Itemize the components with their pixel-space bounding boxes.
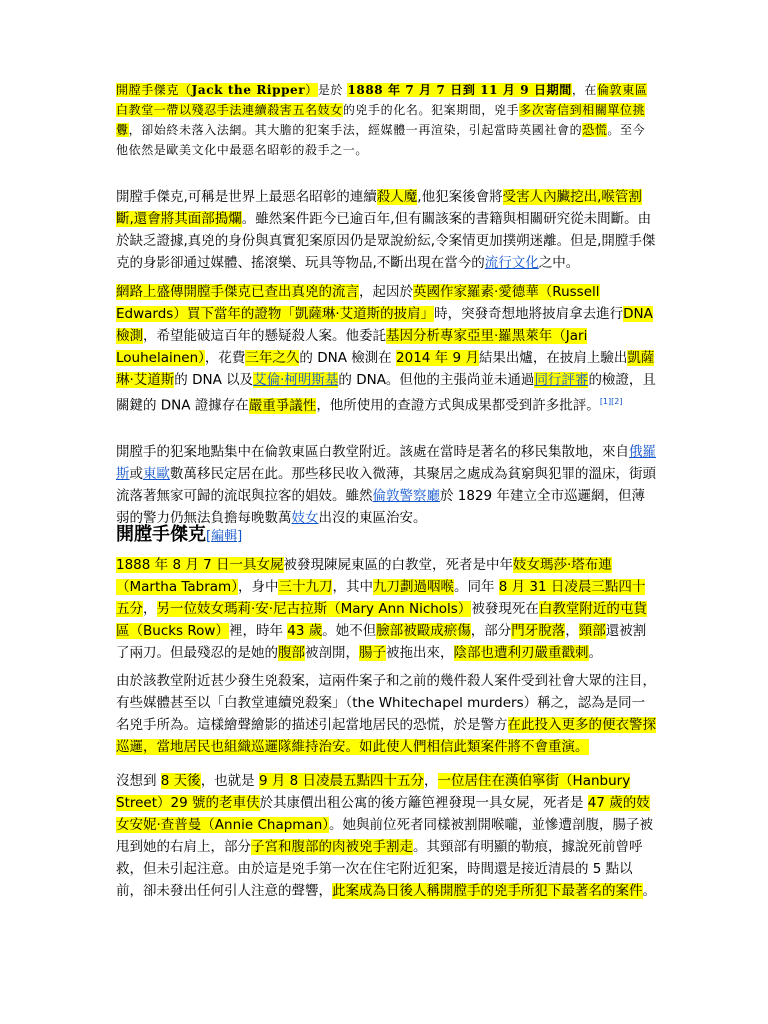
highlighted-text: 子宮和腹部的肉被兇手割走 (251, 839, 413, 855)
text-run: 由於該教堂附近甚少發生兇殺案，這兩件案子和之前的幾件殺人案件受到社會大眾的注目，有些媒體甚至以「白教堂連續兇殺案」（the Whitechapel murders）稱之，認為是同一名兇手所為。這樣繪聲繪影的描述引起當地居民的恐慌，於是警方 (116, 673, 656, 733)
highlighted-text: 臉部被毆成瘀傷 (376, 623, 471, 639)
highlighted-text: 開膛手傑克（ (116, 83, 192, 97)
text-run: 的 DNA。但他的主張尚並未通過 (338, 372, 535, 388)
text-run: ，卻始終未落入法網。其大膽的犯案手法，經媒體一再渲染，引起當時英國社會的 (128, 123, 583, 137)
text-run: 於 1829 年建立全市巡邏網，但薄弱的警力仍無法負擔每晚數萬 (116, 488, 645, 526)
highlighted-text: 9 月 8 日凌晨五點四十五分 (258, 773, 425, 789)
text-run: ，花費 (204, 350, 246, 366)
highlighted-text: 九刀劃過咽喉 (372, 579, 454, 595)
text-run: 的兇手的化名。犯案期間，兇手 (342, 103, 520, 117)
text-run: 被發現陳屍東區的白教堂，死者是中年 (283, 557, 513, 573)
chapman-murder-paragraph (116, 770, 656, 902)
highlighted-text: 倫敦東區白教堂一帶以殘忍手法連續殺害五名妓女 (116, 83, 648, 117)
text-run: ， (143, 601, 157, 617)
first-murders-paragraph (116, 554, 656, 664)
text-run: 還被割了兩刀。但最殘忍的是她的 (116, 623, 647, 661)
highlighted-text: 受害人內臟挖出,喉管割斷,還會將其面部搗爛 (116, 189, 642, 227)
overview-paragraph (116, 186, 656, 274)
highlighted-text: 三十九刀 (278, 579, 333, 595)
highlighted-text: 英國作家羅素·愛德華（Russell Edwards）買下當年的證物「凱薩琳·艾道斯的披肩」 (116, 284, 600, 322)
text-run: 。同年 (453, 579, 499, 595)
text-run: 於其康價出租公寓的後方籬笆裡發現一具女屍，死者是 (259, 795, 588, 811)
highlighted-text: 一位居住在漢伯寧街（Hanbury Street）29 號的老車伕 (116, 773, 631, 811)
section-heading (116, 522, 242, 550)
text-run: 沒想到 (116, 773, 161, 789)
text-run: 時，突發奇想地將披肩拿去進行 (434, 306, 624, 322)
public-reaction-paragraph (116, 670, 656, 758)
text-run: ，起因於 (359, 284, 413, 300)
highlighted-text: 2014 年 9 月 (396, 350, 479, 366)
highlighted-text: 多次寄信到相關單位挑釁 (116, 103, 646, 137)
text-run: 。她與前位死者同樣被割開喉嚨，並慘遭剖腹，腸子被甩到她的右肩上，部分 (116, 817, 654, 855)
text-run: ,他犯案後會將 (417, 189, 503, 205)
section-title: 開膛手傑克 (116, 524, 206, 545)
text-run: ，希望能破這百年的懸疑殺人案。他委託 (143, 328, 386, 344)
text-run: 的檢證，且關鍵的 DNA 證據存在 (116, 372, 656, 414)
text-run: 或 (129, 466, 143, 482)
highlighted-text: 凱薩琳·艾道斯 (116, 350, 655, 388)
highlighted-text: 腹部 (278, 645, 305, 661)
intro-paragraph (116, 80, 656, 160)
highlighted-text: 此案成為日後人稱開膛手的兇手所犯下最著名的案件 (332, 883, 643, 899)
highlighted-text: 1888 年 7 月 7 日到 11 月 9 日期間 (347, 83, 572, 97)
text-run: 是於 (317, 83, 348, 97)
highlighted-text: 8 月 31 日凌晨三點四十五分 (116, 579, 646, 617)
text-run: 裡，時年 (228, 623, 288, 639)
text-run: ， (565, 623, 579, 639)
text-run: 結果出爐，在披肩上驗出 (478, 350, 628, 366)
highlighted-text: DNA 檢測 (116, 306, 653, 344)
text-run: 之中。 (538, 255, 580, 271)
highlighted-text: 網路上盛傳開膛手傑克已查出真兇的流言 (116, 284, 359, 300)
dna-paragraph (116, 281, 656, 417)
highlighted-text: 陰部也遭利刃嚴重戳刺 (453, 645, 589, 661)
text-run: ， (424, 773, 438, 789)
highlighted-text: 在此投入更多的便衣警探巡邏，當地居民也組織巡邏隊維持治安。如此使人們相信此類案件將不會重演。 (116, 717, 656, 755)
text-run: ，他所使用的查證方式與成果都受到許多批評。 (316, 397, 600, 414)
edit-section-link[interactable]: [編輯] (206, 529, 243, 544)
text-run: ，也就是 (200, 773, 259, 789)
location-paragraph (116, 441, 656, 529)
highlighted-text: 43 歲 (287, 623, 323, 639)
highlighted-text: 嚴重爭議性 (248, 397, 317, 414)
wiki-link[interactable]: 俄羅斯 (116, 444, 656, 482)
text-run: 的 DNA 檢測在 (299, 350, 397, 366)
highlighted-text: 妓女瑪莎·塔布連（Martha Tabram） (116, 557, 612, 595)
wiki-link[interactable]: 東歐 (143, 466, 170, 482)
highlighted-text: 基因分析專家亞里·羅黑萊年（Jari Louhelainen） (116, 328, 588, 366)
text-run: 開膛手的犯案地點集中在倫敦東區白教堂附近。該處在當時是著名的移民集散地，來自 (116, 444, 629, 460)
text-run: 被拖出來， (386, 645, 454, 661)
wiki-link[interactable]: 倫敦警察廳 (372, 488, 440, 504)
highlighted-text: 47 歲的妓女安妮·查普曼（Annie Chapman） (116, 795, 650, 833)
text-run: 被發現死在 (471, 601, 539, 617)
text-run: 。她不但 (322, 623, 377, 639)
text-run: 。其頸部有明顯的勒痕，據說死前曾呼救，但未引起注意。由於這是兇手第一次在住宅附近犯案，時間還是接近清晨的 5 點以前，卻未發出任何引人注意的聲響， (116, 839, 643, 899)
highlighted-text: 門牙脫落 (511, 623, 566, 639)
edit-link-label[interactable]: 編輯 (211, 529, 238, 544)
text-run: 出沒的東區治安。 (318, 510, 427, 526)
highlighted-text: 三年之久 (245, 350, 300, 366)
wiki-link[interactable]: 流行文化 (484, 255, 539, 271)
text-run: ，在 (571, 83, 598, 97)
highlighted-text: 8 天後 (160, 773, 201, 789)
text-run: 數萬移民定居在此。那些移民收入微薄，其聚居之處成為貧窮與犯罪的溫床，街頭流落著無家可歸的流氓與拉客的娼妓。雖然 (116, 466, 656, 504)
highlighted-text: 頸部 (578, 623, 606, 639)
text-run: 。 (588, 645, 602, 661)
wiki-link[interactable]: 同行評審 (534, 372, 589, 388)
text-run: 開膛手傑克,可稱是世界上最惡名昭彰的連續 (116, 189, 377, 205)
text-run: ，其中 (332, 579, 373, 595)
citation-link[interactable]: [1][2] (599, 397, 623, 406)
highlighted-text: 另一位妓女瑪莉·安·尼古拉斯（Mary Ann Nichols） (156, 601, 472, 617)
highlighted-text: Jack the Ripper (191, 83, 306, 97)
text-run: 。雖然案件距今已逾百年,但有關該案的書籍與相關研究從未間斷。由於缺乏證據,真兇的身份與真實犯案原因仍是眾說紛紜,令案情更加撲朔迷離。但是,開膛手傑克的身影卻通过媒體、搖滾樂、玩具等物品,不斷出現在當今的 (116, 211, 656, 271)
highlighted-text: 1888 年 8 月 7 日一具女屍 (116, 557, 284, 573)
wiki-link[interactable]: 艾倫·柯明斯基 (253, 372, 339, 388)
text-run: 。 (642, 883, 656, 899)
highlighted-text: 白教堂附近的屯貨區（Bucks Row） (116, 601, 647, 639)
text-run: ，身中 (237, 579, 279, 595)
highlighted-text: 殺人魔 (376, 189, 418, 205)
wiki-link[interactable]: 妓女 (291, 510, 319, 526)
highlighted-text: ） (305, 83, 318, 97)
text-run: 的 DNA 以及 (174, 372, 254, 388)
text-run: 。至今他依然是歐美文化中最惡名昭彰的殺手之一。 (116, 123, 646, 157)
text-run: 被剖開， (305, 645, 359, 661)
text-run: ，部分 (470, 623, 512, 639)
highlighted-text: 腸子 (359, 645, 386, 661)
highlighted-text: 恐慌 (582, 123, 608, 137)
